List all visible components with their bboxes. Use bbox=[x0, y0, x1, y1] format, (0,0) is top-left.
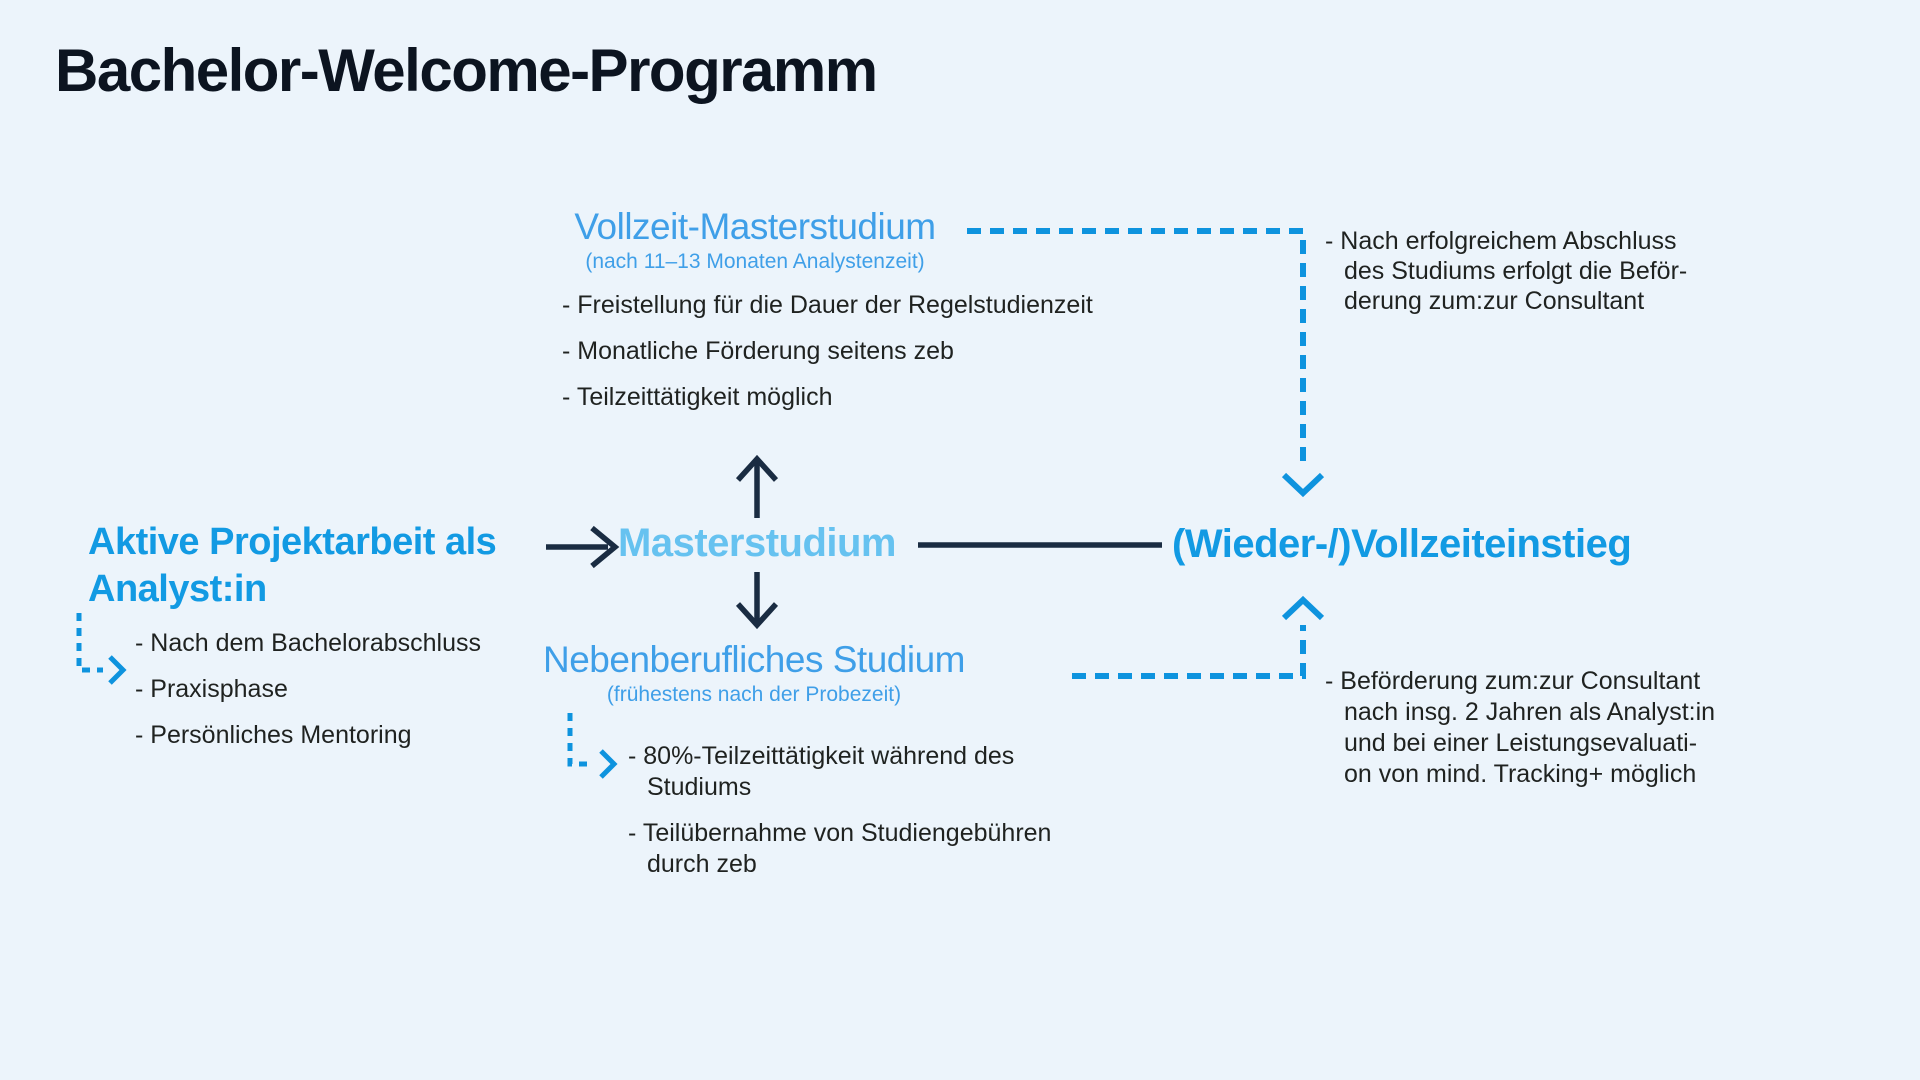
page-title: Bachelor-Welcome-Programm bbox=[55, 37, 877, 104]
arrow-down-icon bbox=[738, 572, 776, 625]
annotation-line: nach insg. 2 Jahren als Analyst:in bbox=[1344, 698, 1716, 726]
nebenberuflich-subtitle: (frühestens nach der Probezeit) bbox=[606, 683, 902, 706]
bullet-line: - 80%-Teilzeittätigkeit während des bbox=[628, 742, 1015, 770]
bullet-line: durch zeb bbox=[647, 850, 757, 878]
annotation-line: on von mind. Tracking+ möglich bbox=[1344, 760, 1697, 788]
bullet-item: - Persönliches Mentoring bbox=[135, 721, 412, 749]
node-vollzeit-masterstudium bbox=[405, 206, 1105, 274]
bullet-item: - Nach dem Bachelorabschluss bbox=[135, 629, 481, 657]
vollzeit-bullet-list bbox=[562, 293, 1093, 431]
bullet-line: - Teilübernahme von Studiengebühren bbox=[628, 819, 1052, 847]
annotation-nebenberuflich-outcome bbox=[1325, 666, 1805, 790]
node-masterstudium: Masterstudium bbox=[618, 521, 896, 565]
dashed-elbow-analyst-bullets bbox=[79, 613, 123, 683]
dashed-connector-nebenberuflich-to-einstieg bbox=[1072, 600, 1322, 676]
bullet-item: - Freistellung für die Dauer der Regelstudienzeit bbox=[562, 291, 1093, 319]
dashed-elbow-nebenberuflich-bullets bbox=[570, 713, 614, 777]
node-nebenberufliches-studium bbox=[404, 639, 1104, 707]
annotation-line: - Beförderung zum:zur Consultant bbox=[1325, 667, 1701, 695]
annotation-line: des Studiums erfolgt die Beför- bbox=[1344, 257, 1688, 285]
analyst-title-line2: Analyst:in bbox=[88, 568, 267, 610]
bullet-item bbox=[628, 741, 1128, 803]
bullet-item bbox=[628, 818, 1128, 880]
arrow-up-icon bbox=[738, 459, 776, 518]
node-aktive-projektarbeit bbox=[88, 519, 496, 613]
annotation-line: derung zum:zur Consultant bbox=[1344, 287, 1645, 315]
bullet-line: Studiums bbox=[647, 773, 752, 801]
bullet-item: - Praxisphase bbox=[135, 675, 288, 703]
annotation-line: und bei einer Leistungsevaluati- bbox=[1344, 729, 1698, 757]
annotation-vollzeit-outcome bbox=[1325, 226, 1805, 316]
vollzeit-title: Vollzeit-Masterstudium bbox=[574, 206, 936, 247]
annotation-line: - Nach erfolgreichem Abschluss bbox=[1325, 227, 1677, 255]
vollzeit-subtitle: (nach 11–13 Monaten Analystenzeit) bbox=[585, 250, 925, 273]
nebenberuflich-title: Nebenberufliches Studium bbox=[543, 639, 965, 680]
bullet-item: - Monatliche Förderung seitens zeb bbox=[562, 337, 954, 365]
bullet-item: - Teilzeittätigkeit möglich bbox=[562, 383, 833, 411]
analyst-title-line1: Aktive Projektarbeit als bbox=[88, 521, 497, 563]
nebenberuflich-bullet-list bbox=[628, 741, 1128, 895]
node-vollzeiteinstieg: (Wieder-/)Vollzeiteinstieg bbox=[1172, 522, 1632, 566]
